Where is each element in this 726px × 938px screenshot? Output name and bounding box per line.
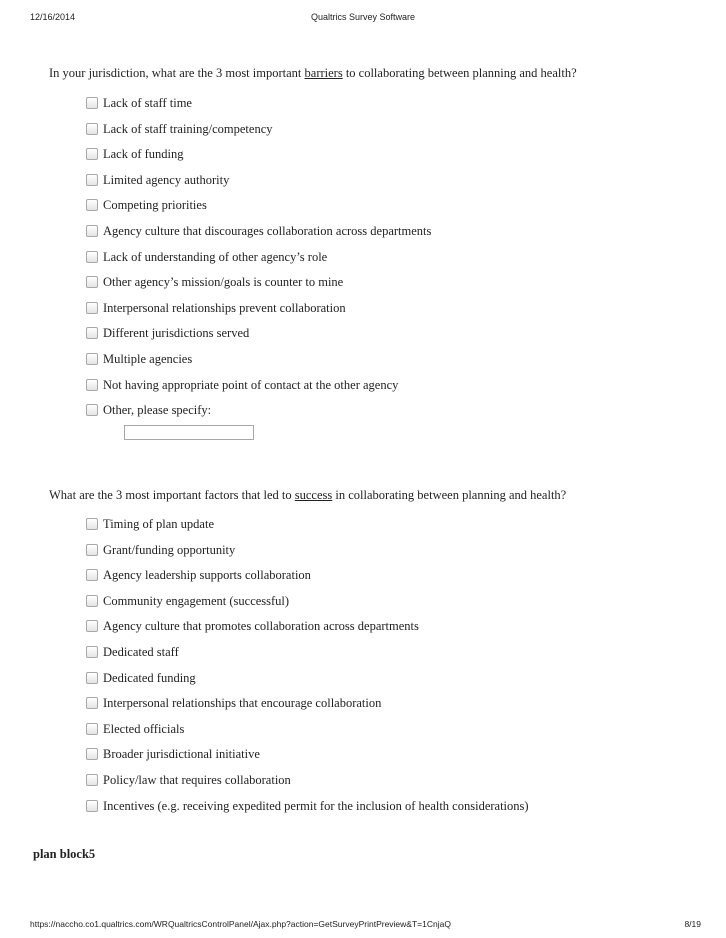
- option-mission-counter[interactable]: [86, 275, 431, 301]
- option-label: Competing priorities: [103, 198, 207, 213]
- option-label: Lack of staff time: [103, 96, 192, 110]
- checkbox[interactable]: [86, 251, 98, 263]
- option-label: Interpersonal relationships that encourage collaboration: [103, 696, 382, 711]
- checkbox[interactable]: [86, 123, 98, 135]
- checkbox[interactable]: [86, 174, 98, 186]
- option-label: Lack of staff training/competency: [103, 121, 273, 136]
- option-broader-initiative[interactable]: [86, 747, 529, 773]
- checkbox[interactable]: [86, 723, 98, 735]
- checkbox[interactable]: [86, 327, 98, 339]
- option-label: Different jurisdictions served: [103, 326, 250, 341]
- option-lack-understanding-role[interactable]: [86, 250, 431, 276]
- question-emphasis: success: [294, 488, 333, 502]
- checkbox[interactable]: [86, 672, 98, 684]
- checkbox[interactable]: [86, 225, 98, 237]
- option-lack-funding[interactable]: [86, 147, 431, 173]
- option-label: Community engagement (successful): [103, 593, 290, 608]
- option-label: Other, please specify:: [103, 403, 212, 418]
- print-footer-url: https://naccho.co1.qualtrics.com/WRQualtricsControlPanel/Ajax.php?action=GetSurveyPrintPreview&T=1CnjaQ: [30, 919, 451, 929]
- option-policy-law[interactable]: [86, 773, 529, 799]
- option-label: Dedicated funding: [103, 670, 196, 685]
- option-agency-culture-discourages[interactable]: [86, 224, 431, 250]
- barriers-options: [86, 96, 431, 429]
- checkbox[interactable]: [86, 148, 98, 160]
- checkbox[interactable]: [86, 569, 98, 581]
- checkbox[interactable]: [86, 595, 98, 607]
- checkbox[interactable]: [86, 774, 98, 786]
- option-label: Policy/law that requires collaboration: [103, 772, 291, 787]
- print-header-title: Qualtrics Survey Software: [310, 12, 416, 22]
- option-interpersonal-encourage[interactable]: [86, 696, 529, 722]
- checkbox[interactable]: [86, 379, 98, 391]
- option-lack-staff-time[interactable]: [86, 96, 431, 122]
- checkbox[interactable]: [86, 404, 98, 416]
- option-label: Multiple agencies: [103, 351, 193, 366]
- option-multiple-agencies[interactable]: [86, 352, 431, 378]
- option-different-jurisdictions[interactable]: [86, 326, 431, 352]
- checkbox[interactable]: [86, 544, 98, 556]
- question-text-suffix: in collaborating between planning and health?: [332, 488, 567, 502]
- option-elected-officials[interactable]: [86, 722, 529, 748]
- option-label: Broader jurisdictional initiative: [103, 747, 260, 762]
- page-number: 8/19: [684, 919, 701, 929]
- question-text-suffix: to collaborating between planning and health?: [342, 66, 577, 80]
- success-options: [86, 517, 529, 824]
- option-label: Timing of plan update: [103, 517, 214, 531]
- option-limited-authority[interactable]: [86, 173, 431, 199]
- option-agency-culture-promotes[interactable]: [86, 619, 529, 645]
- question-text-prefix: What are the 3 most important factors that led to: [49, 488, 295, 502]
- question-emphasis: barriers: [304, 66, 343, 80]
- option-dedicated-staff[interactable]: [86, 645, 529, 671]
- option-dedicated-funding[interactable]: [86, 671, 529, 697]
- checkbox[interactable]: [86, 620, 98, 632]
- option-community-engagement[interactable]: [86, 594, 529, 620]
- option-lack-staff-training[interactable]: [86, 122, 431, 148]
- option-label: Dedicated staff: [103, 644, 179, 659]
- option-label: Agency leadership supports collaboration: [103, 568, 311, 583]
- checkbox[interactable]: [86, 276, 98, 288]
- option-label: Lack of understanding of other agency’s role: [103, 249, 328, 264]
- checkbox[interactable]: [86, 800, 98, 812]
- question-text-prefix: In your jurisdiction, what are the 3 most important: [49, 66, 305, 80]
- option-label: Interpersonal relationships prevent collaboration: [103, 300, 346, 315]
- checkbox[interactable]: [86, 518, 98, 530]
- checkbox[interactable]: [86, 199, 98, 211]
- option-label: Agency culture that promotes collaboration across departments: [103, 619, 419, 634]
- option-interpersonal-prevent[interactable]: [86, 301, 431, 327]
- checkbox[interactable]: [86, 302, 98, 314]
- option-label: Elected officials: [103, 721, 185, 736]
- option-grant-funding[interactable]: [86, 543, 529, 569]
- option-label: Incentives (e.g. receiving expedited permit for the inclusion of health considerations): [103, 798, 529, 813]
- option-label: Limited agency authority: [103, 172, 230, 187]
- checkbox[interactable]: [86, 646, 98, 658]
- option-label: Other agency’s mission/goals is counter to mine: [103, 275, 344, 290]
- checkbox[interactable]: [86, 748, 98, 760]
- block-title: plan block5: [33, 847, 96, 861]
- option-leadership-supports[interactable]: [86, 568, 529, 594]
- checkbox[interactable]: [86, 97, 98, 109]
- question-barriers: [49, 66, 577, 81]
- option-label: Not having appropriate point of contact at the other agency: [103, 377, 399, 392]
- option-timing-plan-update[interactable]: [86, 517, 529, 543]
- checkbox[interactable]: [86, 697, 98, 709]
- option-competing-priorities[interactable]: [86, 198, 431, 224]
- option-label: Agency culture that discourages collaboration across departments: [103, 223, 432, 238]
- question-success: [49, 488, 566, 503]
- option-label: Grant/funding opportunity: [103, 542, 236, 557]
- other-specify-input[interactable]: [124, 425, 254, 440]
- checkbox[interactable]: [86, 353, 98, 365]
- option-no-point-of-contact[interactable]: [86, 378, 431, 404]
- option-incentives[interactable]: [86, 799, 529, 825]
- print-date: 12/16/2014: [30, 12, 76, 22]
- option-label: Lack of funding: [103, 147, 184, 162]
